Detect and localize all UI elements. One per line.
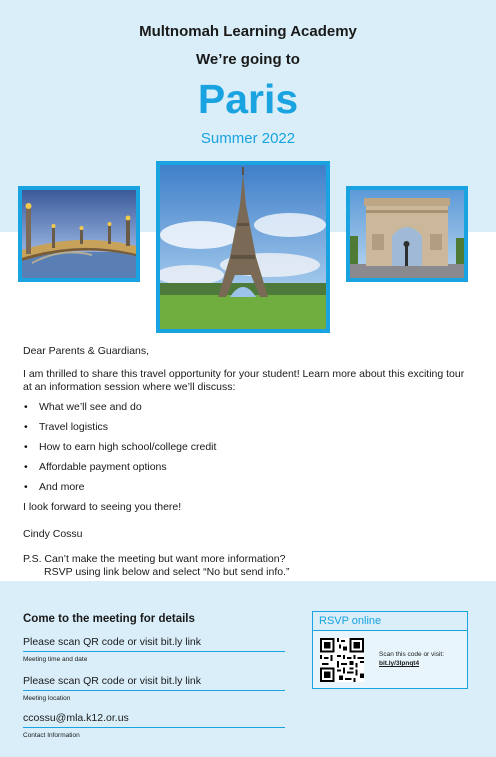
meeting-time-value: Please scan QR code or visit bit.ly link [23,636,285,652]
list-item: • How to earn high school/college credit [23,441,473,461]
meeting-location-value: Please scan QR code or visit bit.ly link [23,675,285,691]
meeting-time-label: Meeting time and date [23,656,88,663]
letter-body [23,345,473,579]
list-item: • What we’ll see and do [23,401,473,421]
salutation: Dear Parents & Guardians, [23,345,150,357]
meeting-location-label: Meeting location [23,695,71,702]
contact-field [23,712,285,739]
rsvp-title: RSVP online [313,612,467,631]
meeting-title: Come to the meeting for details [23,613,195,625]
bridge-photo [18,186,140,282]
list-item: • Travel logistics [23,421,473,441]
contact-email[interactable]: ccossu@mla.k12.or.us [23,712,285,728]
arc-de-triomphe-photo [346,186,468,282]
postscript-line-1: P.S. Can’t make the meeting but want more information? [23,553,286,565]
contact-label: Contact Information [23,732,80,739]
meeting-location-field [23,675,285,702]
trip-season: Summer 2022 [200,130,296,147]
topics-list [23,401,473,501]
eiffel-tower-photo [156,161,330,333]
list-item: • And more [23,481,473,501]
school-name: Multnomah Learning Academy [139,23,357,40]
postscript-line-2: RSVP using link below and select “No but send info.” [44,566,290,578]
intro-paragraph: I am thrilled to share this travel opportunity for your student! Learn more about this exciting tour at an information session where we’ll discuss: [23,368,465,393]
meeting-time-field [23,636,285,663]
rsvp-instruction-text: Scan this code or visit: [379,651,445,658]
closing-line: I look forward to seeing you there! [23,501,182,513]
headline: We’re going to [196,51,300,68]
signature: Cindy Cossu [23,528,83,540]
rsvp-box [312,611,468,689]
rsvp-instructions [379,650,444,668]
list-item: • Affordable payment options [23,461,473,481]
destination-title: Paris [197,76,299,122]
qr-code-icon[interactable] [320,638,364,682]
rsvp-link[interactable]: bit.ly/3lpnqt4 [379,660,420,667]
